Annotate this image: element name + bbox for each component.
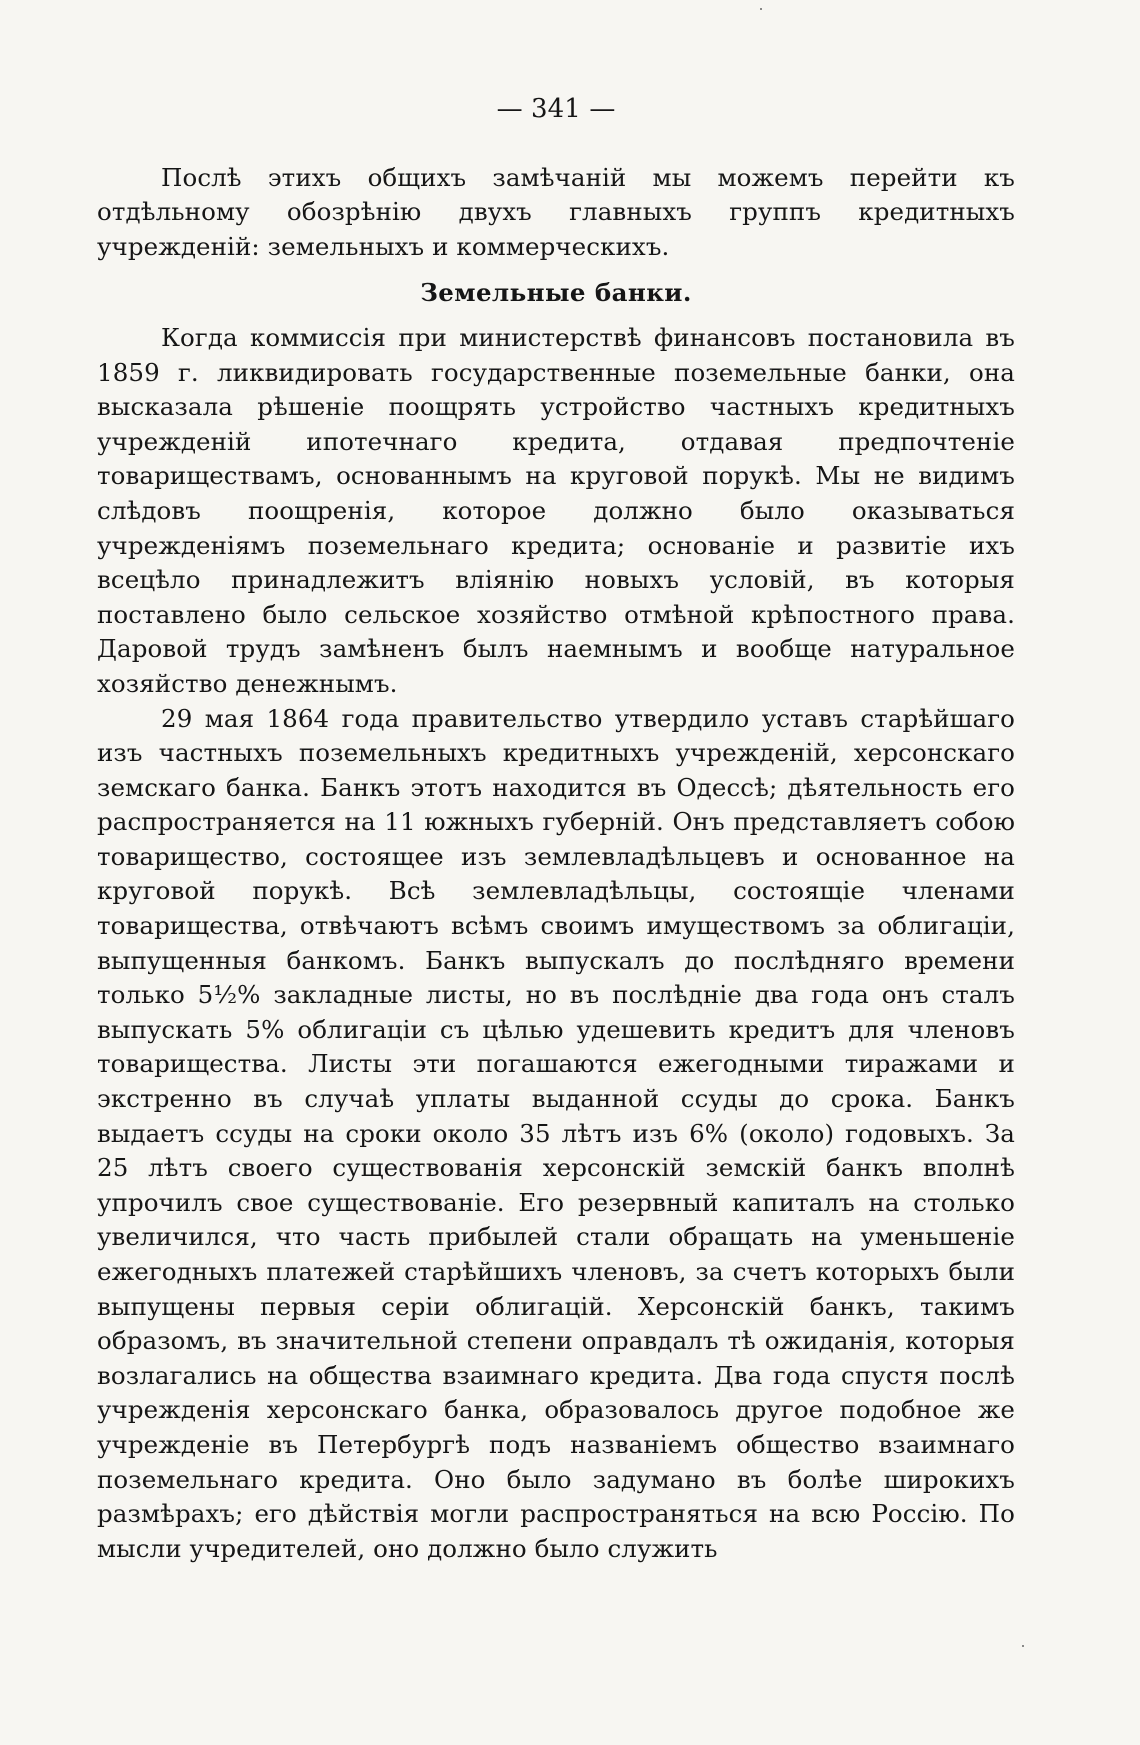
intro-paragraph: Послѣ этихъ общихъ замѣчаній мы можемъ перейти къ отдѣльному обозрѣнію двухъ главныхъ группъ кредитныхъ учрежденій: земельныхъ и коммерческихъ.	[97, 162, 1015, 261]
paragraph-2: 29 мая 1864 года правительство утвердило уставъ старѣйшаго изъ частныхъ поземельныхъ кредитныхъ учрежденій, херсонскаго земскаго банка. Банкъ этотъ находится въ Одессѣ; дѣятельность его распространяется на 11 южныхъ губерній. Онъ представляетъ собою товарищество, состоящее изъ землевладѣльцевъ и основанное на круговой порукѣ. Всѣ землевладѣльцы, состоящіе членами товарищества, отвѣчаютъ всѣмъ своимъ имуществомъ за облигаціи, выпущенныя банкомъ. Банкъ выпускалъ до послѣдняго времени только 5½% закладные листы, но въ послѣдніе два года онъ сталъ выпускать 5% облигаціи съ цѣлью удешевить кредитъ для членовъ товарищества. Листы эти погашаются ежегодными тиражами и экстренно въ случаѣ уплаты выданной ссуды до срока. Банкъ выдаетъ ссуды на сроки около 35 лѣтъ изъ 6% (около) годовыхъ. За 25 лѣтъ своего существованія херсонскій земскій банкъ вполнѣ упрочилъ свое существованіе. Его резервный капиталъ на столько увеличился, что часть прибылей стали обращать на уменьшеніе ежегодныхъ платежей старѣйшихъ членовъ, за счетъ которыхъ были выпущены первыя серіи облигацій. Херсонскій банкъ, такимъ образомъ, въ значительной степени оправдалъ тѣ ожиданія, которыя возлагались на общества взаимнаго кредита. Два года спустя послѣ учрежденія херсонскаго банка, образовалось другое подобное же учрежденіе въ Петербургѣ подъ названіемъ общество взаимнаго поземельнаго кредита. Оно было задумано въ болѣе широкихъ размѣрахъ; его дѣйствія могли распространяться на всю Россію. По мысли учредителей, оно должно было служить	[97, 703, 1015, 1563]
scan-speck	[1022, 1645, 1024, 1647]
scan-speck	[760, 8, 762, 10]
page-number: — 341 —	[496, 94, 616, 124]
paragraph-1: Когда коммиссія при министерствѣ финансовъ постановила въ 1859 г. ликвидировать государственные поземельные банки, она высказала рѣшеніе поощрять устройство частныхъ кредитныхъ учрежденій ипотечнаго кредита, отдавая предпочтеніе товариществамъ, основаннымъ на круговой порукѣ. Мы не видимъ слѣдовъ поощренія, которое должно было оказываться учрежденіямъ поземельнаго кредита; основаніе и развитіе ихъ всецѣло принадлежитъ вліянію новыхъ условій, въ которыя поставлено было сельское хозяйство отмѣной крѣпостного права. Даровой трудъ замѣненъ былъ наемнымъ и вообще натуральное хозяйство денежнымъ.	[97, 322, 1015, 698]
document-page	[97, 92, 1015, 1566]
section-heading: Земельные банки.	[420, 278, 692, 308]
